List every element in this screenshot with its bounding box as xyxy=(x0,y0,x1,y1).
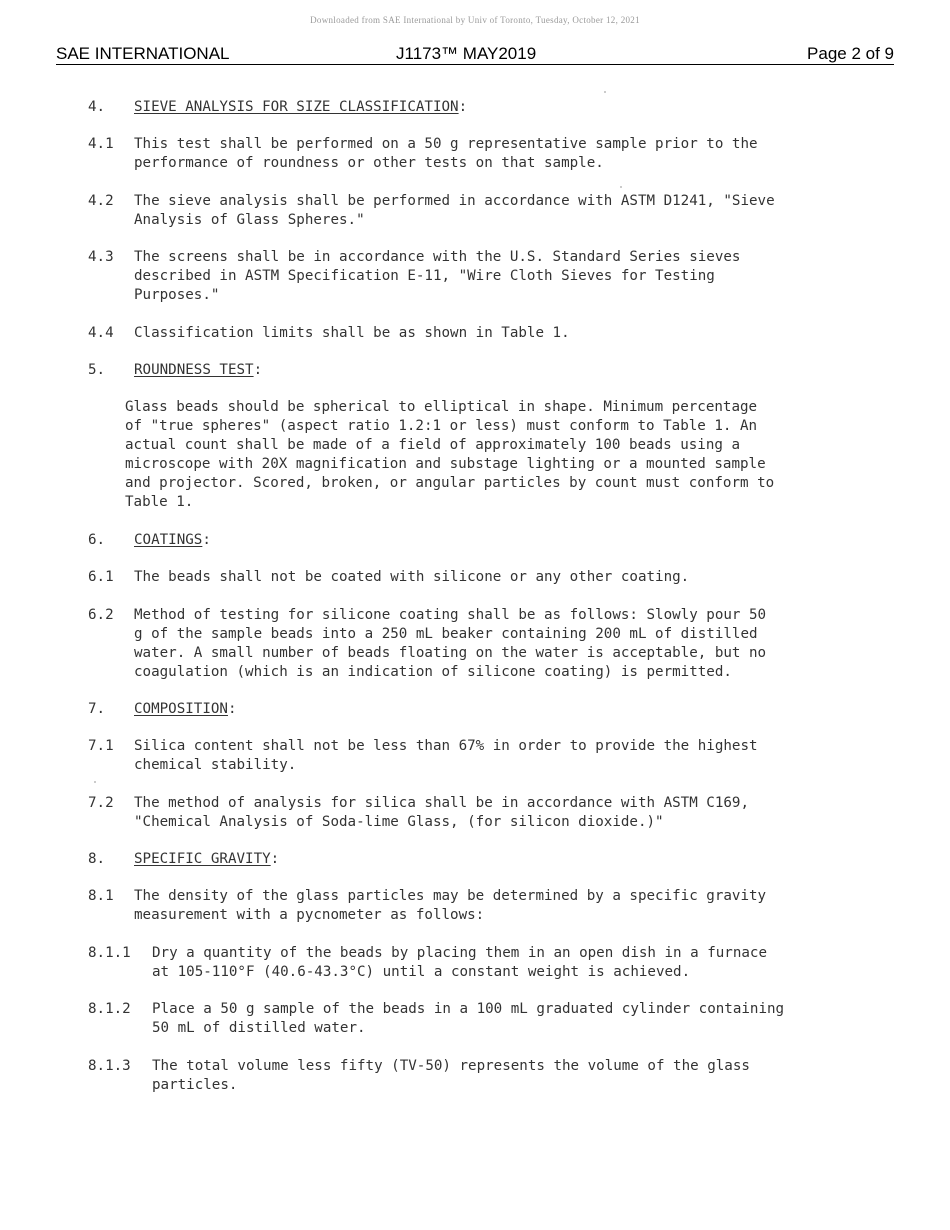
section-title: ROUNDNESS TEST xyxy=(134,361,254,378)
section-number: 5. xyxy=(88,361,106,378)
section-text: Classification limits shall be as shown in Table 1. xyxy=(134,324,570,341)
section-number: 4. xyxy=(88,99,106,115)
section-title-colon: : xyxy=(458,99,468,115)
section-5-heading xyxy=(88,361,868,380)
section-text: The screens shall be in accordance with the U.S. Standard Series sieves described in ASTM Specification E-11, "Wire Cloth Sieves for Testing Purposes." xyxy=(134,249,741,304)
section-title-colon: : xyxy=(202,531,211,548)
section-4-2 xyxy=(88,192,868,230)
section-number: 6.2 xyxy=(88,606,114,623)
section-number: 8.1.3 xyxy=(88,1057,131,1074)
section-text: Place a 50 g sample of the beads in a 100 mL graduated cylinder containing 50 mL of distilled water. xyxy=(152,1001,785,1037)
section-title: SPECIFIC GRAVITY xyxy=(134,851,271,868)
section-6-2 xyxy=(88,606,868,682)
section-text: Silica content shall not be less than 67% in order to provide the highest chemical stability. xyxy=(134,738,758,774)
section-title-colon: : xyxy=(270,851,280,868)
section-8-1-2 xyxy=(88,1000,868,1038)
section-number: 6. xyxy=(88,531,106,548)
section-4-heading xyxy=(88,98,868,117)
page-header xyxy=(56,44,894,65)
section-number: 4.4 xyxy=(88,324,114,341)
section-text: The density of the glass particles may be determined by a specific gravity measurement with a pycnometer as follows: xyxy=(134,888,767,924)
section-text: Method of testing for silicone coating shall be as follows: Slowly pour 50 g of the sample beads into a 250 mL beaker containing 200 mL of distilled water. A small number of beads floating on the water is acceptable, but no coagulation (which is an indication of silicone coating) is permitted. xyxy=(134,606,767,680)
section-title: SIEVE ANALYSIS FOR SIZE CLASSIFICATION xyxy=(134,99,459,115)
section-text: The beads shall not be coated with silicone or any other coating. xyxy=(134,569,690,586)
header-document-id: J1173™ MAY2019 xyxy=(396,44,537,63)
section-number: 4.2 xyxy=(88,192,114,209)
section-number: 4.3 xyxy=(88,249,114,266)
section-8-heading xyxy=(88,850,868,869)
section-6-heading xyxy=(88,531,868,550)
section-7-heading xyxy=(88,700,868,719)
section-number: 4.1 xyxy=(88,136,114,153)
section-7-1 xyxy=(88,737,868,775)
scan-speck xyxy=(604,91,606,93)
section-number: 8.1.1 xyxy=(88,944,131,961)
section-text: The total volume less fifty (TV-50) represents the volume of the glass particles. xyxy=(152,1057,750,1093)
section-number: 7. xyxy=(88,700,106,717)
section-8-1-3 xyxy=(88,1057,868,1095)
section-8-1-1 xyxy=(88,944,868,982)
section-text: The sieve analysis shall be performed in accordance with ASTM D1241, "Sieve Analysis of Glass Spheres." xyxy=(134,192,775,228)
section-number: 7.2 xyxy=(88,794,114,811)
section-text: This test shall be performed on a 50 g representative sample prior to the performance of roundness or other tests on that sample. xyxy=(134,136,758,172)
section-5-paragraph: Glass beads should be spherical to elliptical in shape. Minimum percentage of "true spheres" (aspect ratio 1.2:1 or less) must conform to Table 1. An actual count shall be made of a field of approximately 100 beads using a microscope with 20X magnification and substage lighting or a mounted sample and projector. Scored, broken, or angular particles by count must conform to Table 1. xyxy=(125,399,775,511)
section-8-1 xyxy=(88,887,868,925)
section-6-1 xyxy=(88,568,868,587)
header-organization: SAE INTERNATIONAL xyxy=(56,44,230,63)
section-title-colon: : xyxy=(227,700,237,717)
section-title-colon: : xyxy=(253,361,263,378)
download-watermark: Downloaded from SAE International by Univ of Toronto, Tuesday, October 12, 2021 xyxy=(310,15,640,25)
section-7-2 xyxy=(88,794,868,832)
section-text: The method of analysis for silica shall be in accordance with ASTM C169, "Chemical Analysis of Soda-lime Glass, (for silicon dioxide.)" xyxy=(134,794,749,830)
section-text: Dry a quantity of the beads by placing them in an open dish in a furnace at 105-110°F (40.6-43.3°C) until a constant weight is achieved. xyxy=(152,944,767,980)
section-number: 7.1 xyxy=(88,738,114,755)
section-4-4 xyxy=(88,324,868,343)
header-page-number: Page 2 of 9 xyxy=(807,44,894,63)
section-number: 8.1.2 xyxy=(88,1001,131,1018)
section-number: 8.1 xyxy=(88,888,114,905)
section-4-3 xyxy=(88,248,868,305)
section-number: 6.1 xyxy=(88,569,114,586)
section-title: COATINGS xyxy=(134,531,203,548)
section-number: 8. xyxy=(88,851,106,868)
section-4-1 xyxy=(88,135,868,173)
section-title: COMPOSITION xyxy=(134,700,228,717)
document-body xyxy=(88,98,868,1113)
